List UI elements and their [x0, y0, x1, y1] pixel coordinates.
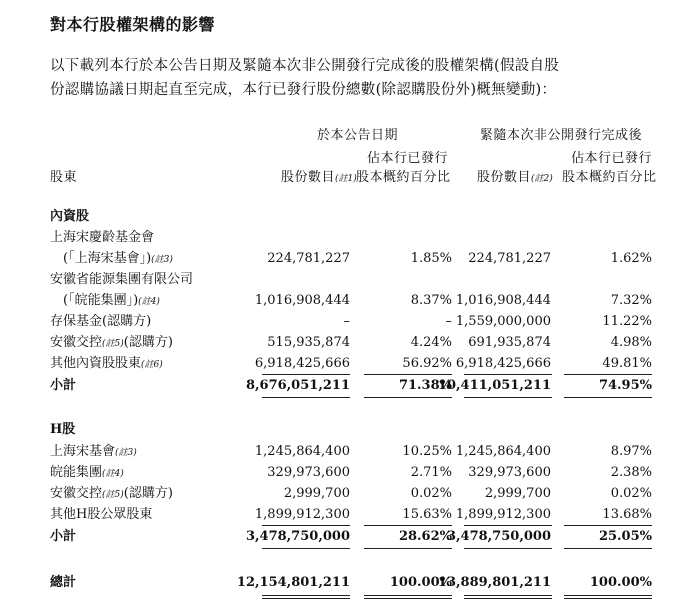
shares-post-issuance: 6,918,425,666 — [455, 356, 551, 371]
row-label: 皖能集團(註4) — [50, 465, 124, 480]
shares-post-issuance: 691,935,874 — [468, 335, 551, 350]
shares-at-announcement: 6,918,425,666 — [254, 356, 350, 371]
shares-at-announcement: 1,245,864,400 — [254, 444, 350, 459]
table-row — [0, 227, 700, 248]
pct-at-announcement: 1.85% — [410, 251, 452, 266]
shares-at-announcement: 2,999,700 — [283, 486, 350, 501]
total-double-rule — [564, 598, 652, 599]
pct-post-issuance: 100.00% — [589, 575, 652, 590]
shares-at-announcement: 329,973,600 — [267, 465, 350, 480]
header-pct-line2-b: 股本概約百分比 — [562, 170, 657, 185]
row-note: (註3) — [151, 255, 173, 265]
shares-at-announcement: – — [343, 314, 350, 329]
row-note: (註4) — [138, 297, 160, 307]
pct-at-announcement: – — [445, 314, 452, 329]
pct-post-issuance: 13.68% — [602, 507, 652, 522]
intro-paragraph — [50, 54, 662, 102]
pct-post-issuance: 4.98% — [610, 335, 652, 350]
total-double-rule — [464, 595, 552, 596]
subtotal-underline — [262, 548, 350, 549]
total-double-rule — [464, 598, 552, 599]
pct-at-announcement: 28.62% — [398, 529, 452, 544]
pct-post-issuance: 7.32% — [610, 293, 652, 308]
total-row — [0, 572, 700, 593]
row-label: 存保基金(認購方) — [50, 314, 152, 329]
total-double-rule — [364, 598, 452, 599]
header-shares-b-label: 股份數目 — [477, 170, 532, 185]
shares-at-announcement: 8,676,051,211 — [245, 378, 350, 393]
section-heading-row — [0, 419, 700, 440]
pct-at-announcement: 15.63% — [402, 507, 452, 522]
subtotal-row — [0, 526, 700, 547]
total-double-rule — [262, 598, 350, 599]
table-row — [0, 441, 700, 462]
pct-at-announcement: 10.25% — [402, 444, 452, 459]
total-double-rule — [564, 595, 652, 596]
pct-post-issuance: 74.95% — [598, 378, 652, 393]
shares-post-issuance: 1,559,000,000 — [455, 314, 551, 329]
subtotal-underline — [364, 397, 452, 398]
pct-at-announcement: 56.92% — [402, 356, 452, 371]
shares-post-issuance: 3,478,750,000 — [446, 529, 551, 544]
header-shareholder: 股東 — [50, 170, 78, 185]
total-label: 總計 — [50, 575, 77, 590]
intro-line-2: 份認購協議日期起直至完成，本行已發行股份總數(除認購股份外)概無變動)： — [50, 82, 557, 98]
header-shares-a — [281, 166, 357, 185]
subtotal-underline — [364, 548, 452, 549]
table-row — [0, 462, 700, 483]
pct-at-announcement: 8.37% — [410, 293, 452, 308]
row-note: (註3) — [115, 448, 137, 458]
table-row — [0, 504, 700, 525]
row-note: (註4) — [102, 469, 124, 479]
pct-post-issuance: 1.62% — [610, 251, 652, 266]
pct-post-issuance: 49.81% — [602, 356, 652, 371]
total-double-rule — [262, 595, 350, 596]
subtotal-underline — [464, 548, 552, 549]
shares-at-announcement: 224,781,227 — [267, 251, 350, 266]
shares-at-announcement: 515,935,874 — [267, 335, 350, 350]
header-pct-line1-a: 佔本行已發行 — [367, 151, 449, 166]
subtotal-row — [0, 375, 700, 396]
shares-post-issuance: 1,016,908,444 — [455, 293, 551, 308]
shares-at-announcement: 3,478,750,000 — [245, 529, 350, 544]
table-row — [0, 483, 700, 504]
header-shares-a-label: 股份數目 — [281, 170, 336, 185]
subtotal-label: 小計 — [50, 529, 77, 544]
header-pct-line1-b: 佔本行已發行 — [571, 151, 653, 166]
header-group-post-issuance: 緊隨本次非公開發行完成後 — [480, 128, 643, 143]
table-row — [0, 248, 700, 269]
pct-at-announcement: 0.02% — [410, 486, 452, 501]
section-heading-row — [0, 206, 700, 227]
row-label: 安徽省能源集團有限公司 — [50, 272, 194, 287]
intro-line-1: 以下載列本行於本公告日期及緊隨本次非公開發行完成後的股權架構(假設自股 — [50, 58, 560, 74]
header-note-1: (註1) — [335, 174, 357, 184]
row-label: 安徽交控(註5)(認購方) — [50, 335, 173, 350]
shares-at-announcement: 1,899,912,300 — [254, 507, 350, 522]
pct-post-issuance: 8.97% — [610, 444, 652, 459]
shares-post-issuance: 10,411,051,211 — [437, 378, 551, 393]
pct-post-issuance: 25.05% — [598, 529, 652, 544]
shares-at-announcement: 1,016,908,444 — [254, 293, 350, 308]
row-label: 上海宋慶齡基金會 — [50, 230, 155, 245]
table-row — [0, 290, 700, 311]
shares-post-issuance: 224,781,227 — [468, 251, 551, 266]
pct-at-announcement: 2.71% — [410, 465, 452, 480]
row-note: (註5) — [102, 339, 124, 349]
row-note: (註5) — [102, 490, 124, 500]
row-note: (註6) — [141, 360, 163, 370]
row-label: (「皖能集團」)(註4) — [63, 293, 160, 308]
row-label: 其他H股公眾股東 — [50, 507, 153, 522]
shares-post-issuance: 2,999,700 — [484, 486, 551, 501]
shares-post-issuance: 1,899,912,300 — [455, 507, 551, 522]
shares-post-issuance: 329,973,600 — [468, 465, 551, 480]
subtotal-label: 小計 — [50, 378, 77, 393]
subtotal-underline — [564, 548, 652, 549]
row-label: 安徽交控(註5)(認購方) — [50, 486, 173, 501]
pct-at-announcement: 100.00% — [389, 575, 452, 590]
header-note-2: (註2) — [531, 174, 553, 184]
pct-post-issuance: 11.22% — [602, 314, 652, 329]
domestic-heading: 內資股 — [50, 209, 90, 224]
total-double-rule — [364, 595, 452, 596]
header-shares-b — [477, 166, 553, 185]
shares-post-issuance: 13,889,801,211 — [437, 575, 551, 590]
row-label: 上海宋基會(註3) — [50, 444, 137, 459]
table-row — [0, 311, 700, 332]
shares-post-issuance: 1,245,864,400 — [455, 444, 551, 459]
header-group-announcement: 於本公告日期 — [317, 128, 399, 143]
table-row — [0, 332, 700, 353]
pct-post-issuance: 0.02% — [610, 486, 652, 501]
hshares-heading: H股 — [50, 422, 76, 437]
header-pct-line2-a: 股本概約百分比 — [356, 170, 451, 185]
row-label: (「上海宋基會」)(註3) — [63, 251, 173, 266]
pct-at-announcement: 4.24% — [410, 335, 452, 350]
row-label: 其他內資股股東(註6) — [50, 356, 163, 371]
section-title: 對本行股權架構的影響 — [50, 15, 216, 34]
subtotal-underline — [464, 397, 552, 398]
pct-at-announcement: 71.38% — [398, 378, 452, 393]
table-row — [0, 269, 700, 290]
pct-post-issuance: 2.38% — [610, 465, 652, 480]
table-row — [0, 353, 700, 374]
subtotal-underline — [262, 397, 350, 398]
shares-at-announcement: 12,154,801,211 — [236, 575, 350, 590]
subtotal-underline — [564, 397, 652, 398]
